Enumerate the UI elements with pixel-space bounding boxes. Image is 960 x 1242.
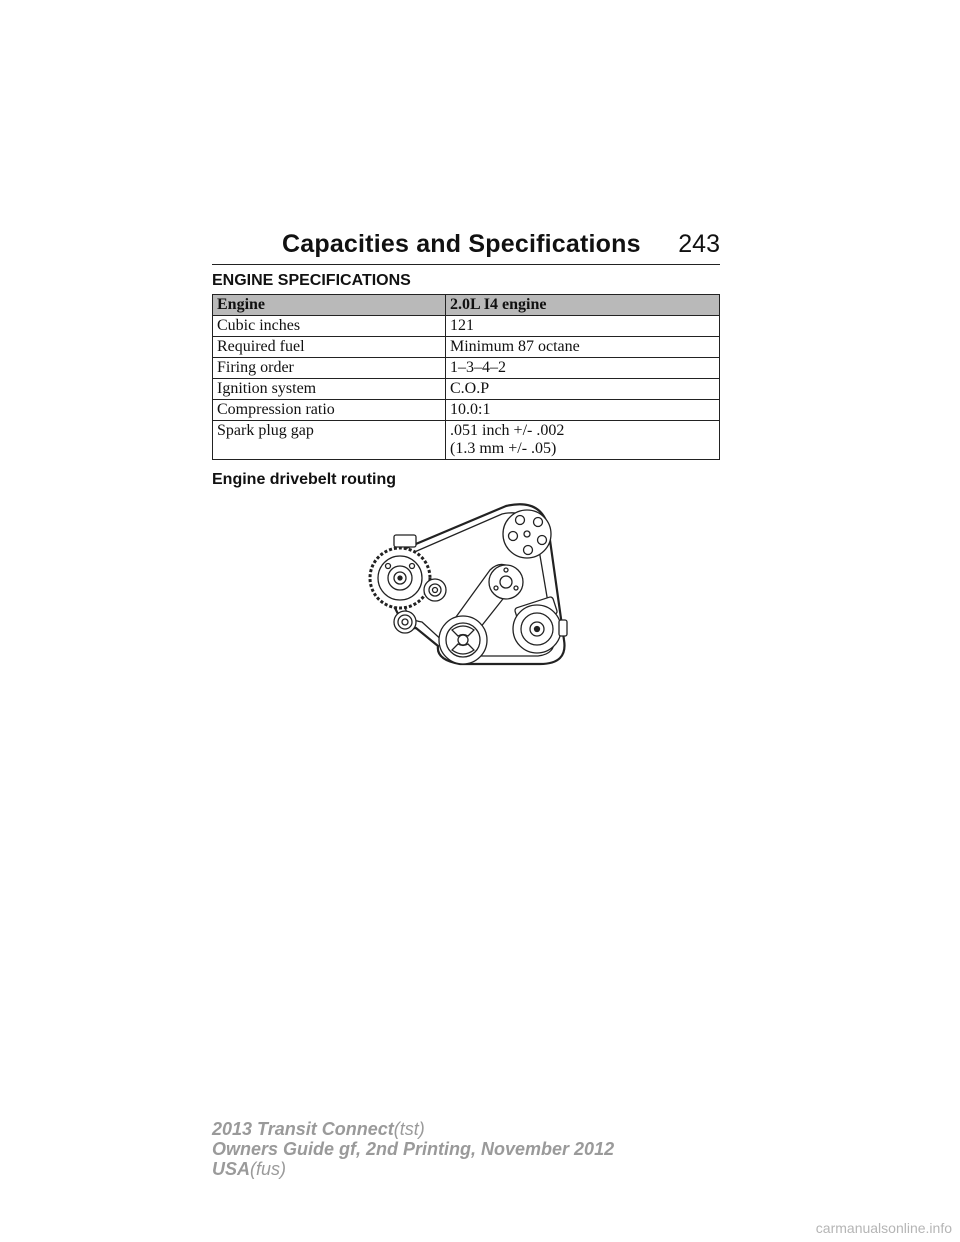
diagram-title: Engine drivebelt routing: [212, 471, 397, 488]
row-label: Required fuel: [213, 337, 446, 358]
footer-line: 2013 Transit Connect(tst): [212, 1119, 425, 1139]
row-value: 121: [446, 316, 720, 337]
watermark: carmanualsonline.info: [815, 1220, 952, 1236]
row-value: Minimum 87 octane: [446, 337, 720, 358]
table-row: [213, 400, 720, 421]
table-row: [213, 421, 720, 460]
table-row: [213, 379, 720, 400]
row-label: Cubic inches: [213, 316, 446, 337]
tensioner-pulley: [394, 611, 416, 633]
crankshaft-pulley: [439, 616, 487, 664]
column-header-engine-type: 2.0L I4 engine: [446, 295, 720, 316]
table-row: [213, 337, 720, 358]
footer-line: USA(fus): [212, 1159, 287, 1179]
row-value: C.O.P: [446, 379, 720, 400]
drivebelt-routing-diagram: [360, 498, 580, 668]
column-header-engine: Engine: [213, 295, 446, 316]
row-label: Spark plug gap: [213, 421, 446, 460]
center-idler-pulley: [489, 565, 523, 599]
row-label: Compression ratio: [213, 400, 446, 421]
table-row: [213, 358, 720, 379]
footer-line: Owners Guide gf, 2nd Printing, November 2012: [212, 1139, 615, 1159]
header-title: Capacities and Specifications: [282, 230, 641, 258]
table-row: [213, 316, 720, 337]
water-pump-pulley: [503, 510, 551, 558]
document-footer: [212, 1119, 614, 1179]
table-header-row: [213, 295, 720, 316]
row-label: Firing order: [213, 358, 446, 379]
page-number: 243: [678, 230, 720, 258]
row-label: Ignition system: [213, 379, 446, 400]
section-title: ENGINE SPECIFICATIONS: [212, 272, 411, 289]
row-value: 10.0:1: [446, 400, 720, 421]
idler-pulley: [424, 579, 446, 601]
alternator: [370, 535, 430, 608]
row-value: .051 inch +/- .002 (1.3 mm +/- .05): [446, 421, 720, 460]
row-value: 1–3–4–2: [446, 358, 720, 379]
page-header: [212, 228, 720, 265]
engine-spec-table: [212, 294, 720, 460]
